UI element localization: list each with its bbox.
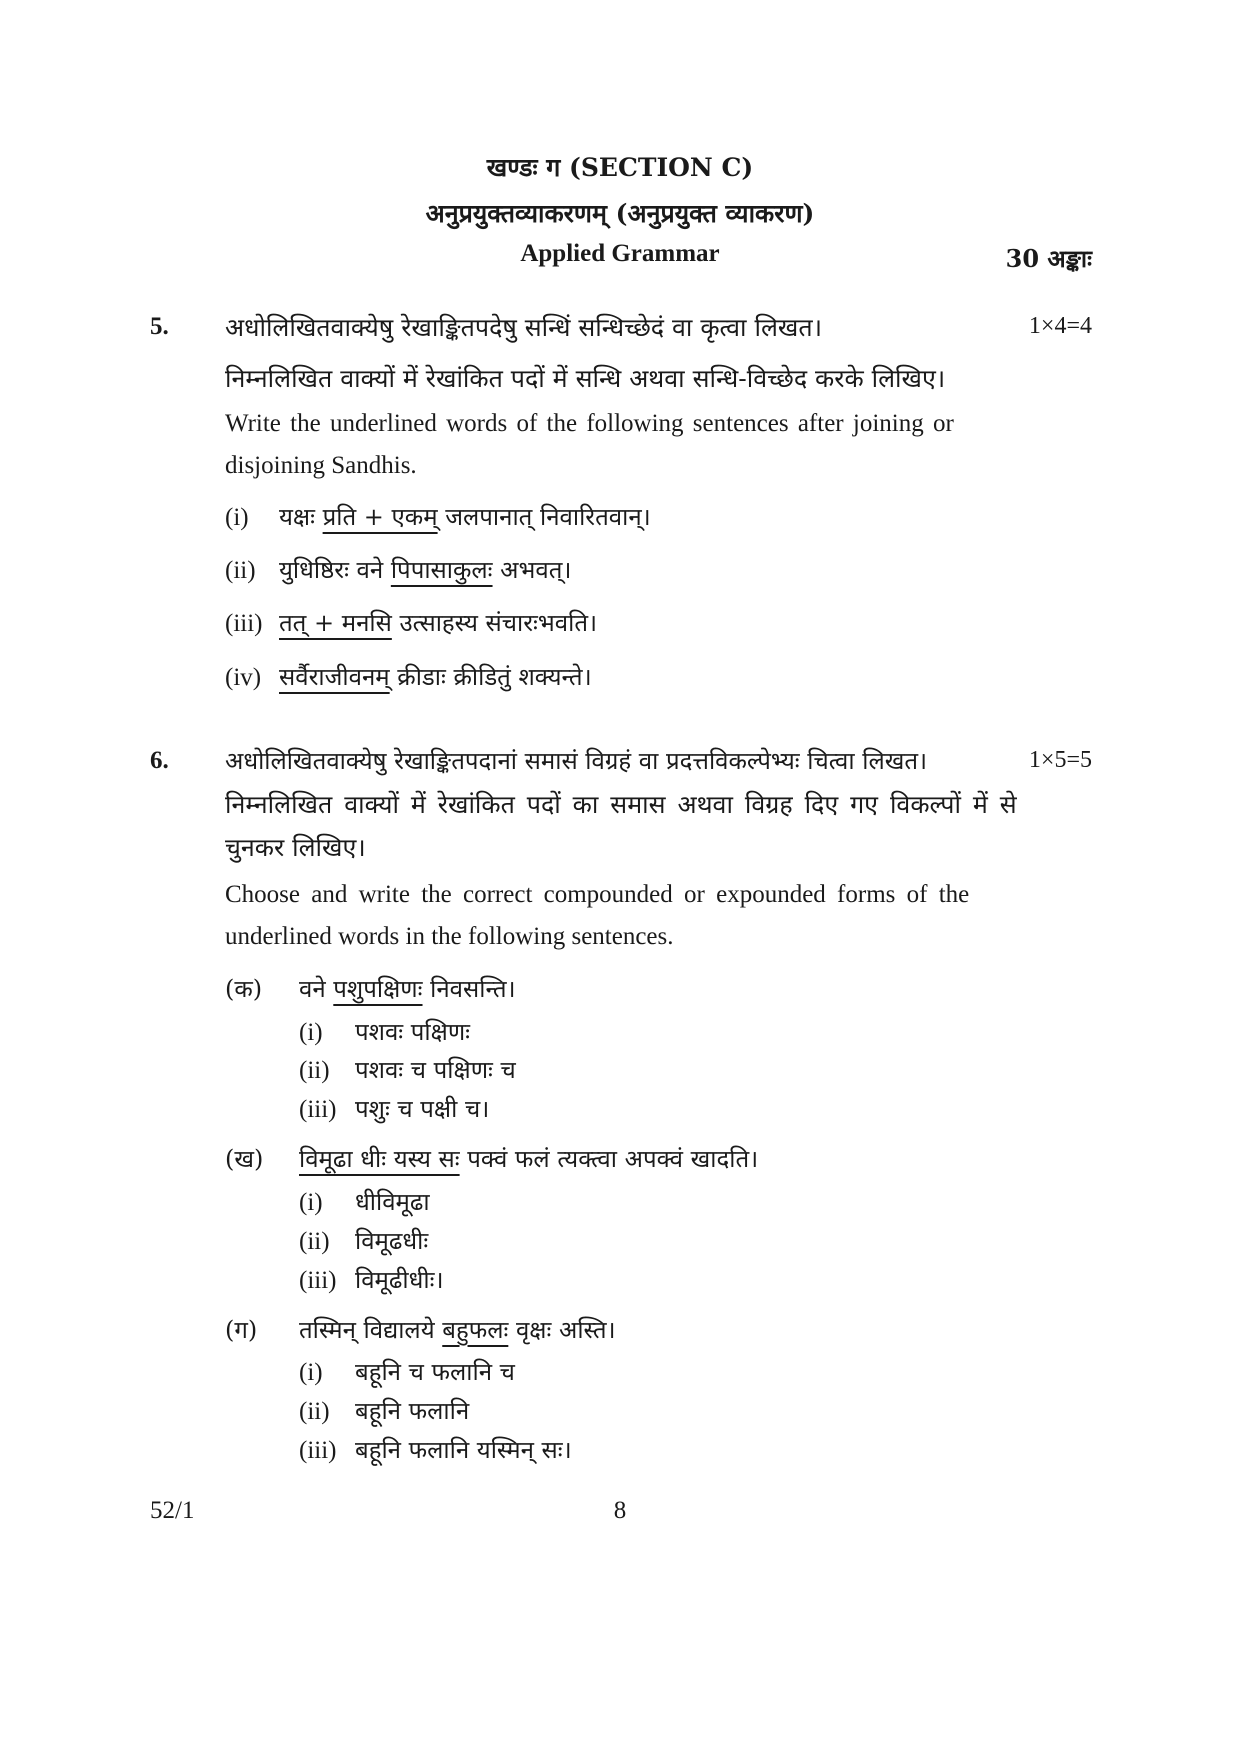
list-item — [225, 500, 651, 533]
q5-marks: 1×4=4 — [1028, 313, 1092, 339]
list-item — [225, 972, 516, 1005]
section-subtitle: अनुप्रयुक्तव्याकरणम् (अनुप्रयुक्त व्याकरण) — [425, 199, 815, 228]
option-item — [299, 1355, 515, 1388]
item-text: यक्षः — [279, 503, 323, 531]
option-text: पशुः च पक्षी च। — [355, 1095, 490, 1123]
item-text: तस्मिन् विद्यालये — [299, 1316, 443, 1344]
option-item — [299, 1185, 430, 1218]
underlined-word: पिपासाकुलः — [390, 556, 493, 584]
item-label: (i) — [225, 504, 249, 531]
q6-instruction-english-1: Choose and write the correct compounded or expounded forms of the — [225, 881, 970, 908]
option-label: (ii) — [299, 1398, 330, 1425]
option-label: (iii) — [299, 1096, 337, 1123]
underlined-word: सर्वैराजीवनम् — [279, 663, 390, 691]
item-text: वृक्षः अस्ति। — [508, 1316, 616, 1344]
option-label: (ii) — [299, 1057, 330, 1084]
item-text: पक्वं फलं त्यक्त्वा अपक्वं खादति। — [459, 1145, 759, 1173]
option-text: विमूढीधीः। — [355, 1266, 444, 1294]
q6-instruction-english-2: underlined words in the following sentences. — [225, 923, 674, 950]
option-text: पशवः पक्षिणः — [355, 1018, 471, 1046]
option-item — [299, 1224, 428, 1257]
underlined-word: विमूढा धीः यस्य सः — [299, 1145, 460, 1173]
q6-instruction-hindi-1: निम्नलिखित वाक्यों में रेखांकित पदों का समास अथवा विग्रह दिए गए विकल्पों में से — [225, 790, 1017, 819]
underlined-word: तत् + मनसि — [279, 609, 392, 637]
option-text: बहूनि फलानि — [355, 1397, 470, 1425]
page-number: 8 — [613, 1497, 627, 1524]
option-item — [299, 1015, 470, 1048]
option-text: बहूनि च फलानि च — [355, 1358, 515, 1386]
list-item — [225, 606, 597, 639]
option-text: विमूढधीः — [355, 1227, 429, 1255]
list-item — [225, 660, 592, 693]
option-label: (iii) — [299, 1267, 337, 1294]
item-text: उत्साहस्य संचारःभवति। — [391, 609, 598, 637]
option-label: (iii) — [299, 1437, 337, 1464]
item-label: (iv) — [225, 664, 262, 691]
list-item — [225, 1142, 758, 1175]
option-label: (i) — [299, 1019, 323, 1046]
item-text: युधिष्ठिरः वने — [279, 556, 391, 584]
item-text: क्रीडाः क्रीडितुं शक्यन्ते। — [389, 663, 592, 691]
total-marks: 30 अङ्काः — [1005, 244, 1092, 273]
part-label: (क) — [225, 975, 263, 1003]
underlined-word: प्रति + एकम् — [322, 503, 438, 531]
item-text: निवसन्ति। — [422, 975, 516, 1003]
option-label: (i) — [299, 1359, 323, 1386]
question-number: 6. — [150, 747, 169, 774]
part-label: (ख) — [225, 1145, 264, 1173]
paper-code: 52/1 — [150, 1497, 195, 1524]
option-item — [299, 1394, 469, 1427]
option-item — [299, 1053, 516, 1086]
section-title-english: Applied Grammar — [520, 240, 720, 267]
option-text: पशवः च पक्षिणः च — [355, 1056, 516, 1084]
q6-instruction-sanskrit: अधोलिखितवाक्येषु रेखाङ्कितपदानां समासं विग्रहं वा प्रदत्तविकल्पेभ्यः चित्वा लिखत। — [225, 747, 928, 775]
q5-instruction-hindi: निम्नलिखित वाक्यों में रेखांकित पदों में सन्धि अथवा सन्धि-विच्छेद करके लिखिए। — [225, 364, 946, 393]
q6-instruction-hindi-2: चुनकर लिखिए। — [225, 833, 366, 862]
question-number: 5. — [150, 313, 169, 340]
section-title: खण्डः ग (SECTION C) — [486, 153, 754, 182]
q5-instruction-english-2: disjoining Sandhis. — [225, 452, 417, 479]
item-label: (ii) — [225, 557, 256, 584]
list-item — [225, 1313, 616, 1346]
item-label: (iii) — [225, 610, 263, 637]
option-label: (i) — [299, 1189, 323, 1216]
q5-instruction-sanskrit: अधोलिखितवाक्येषु रेखाङ्कितपदेषु सन्धिं सन्धिच्छेदं वा कृत्वा लिखत। — [225, 313, 823, 342]
option-label: (ii) — [299, 1228, 330, 1255]
option-item — [299, 1092, 489, 1125]
list-item — [225, 553, 572, 586]
part-label: (ग) — [225, 1316, 258, 1344]
q6-marks: 1×5=5 — [1028, 747, 1092, 773]
option-text: धीविमूढा — [355, 1188, 430, 1216]
item-text: जलपानात् निवारितवान्। — [437, 503, 651, 531]
q5-instruction-english-1: Write the underlined words of the following sentences after joining or — [225, 410, 954, 437]
option-item — [299, 1433, 572, 1466]
underlined-word: बहुफलः — [442, 1316, 509, 1344]
item-text: वने — [299, 975, 334, 1003]
underlined-word: पशुपक्षिणः — [333, 975, 423, 1003]
option-item — [299, 1263, 444, 1296]
option-text: बहूनि फलानि यस्मिन् सः। — [355, 1436, 572, 1464]
item-text: अभवत्। — [492, 556, 572, 584]
